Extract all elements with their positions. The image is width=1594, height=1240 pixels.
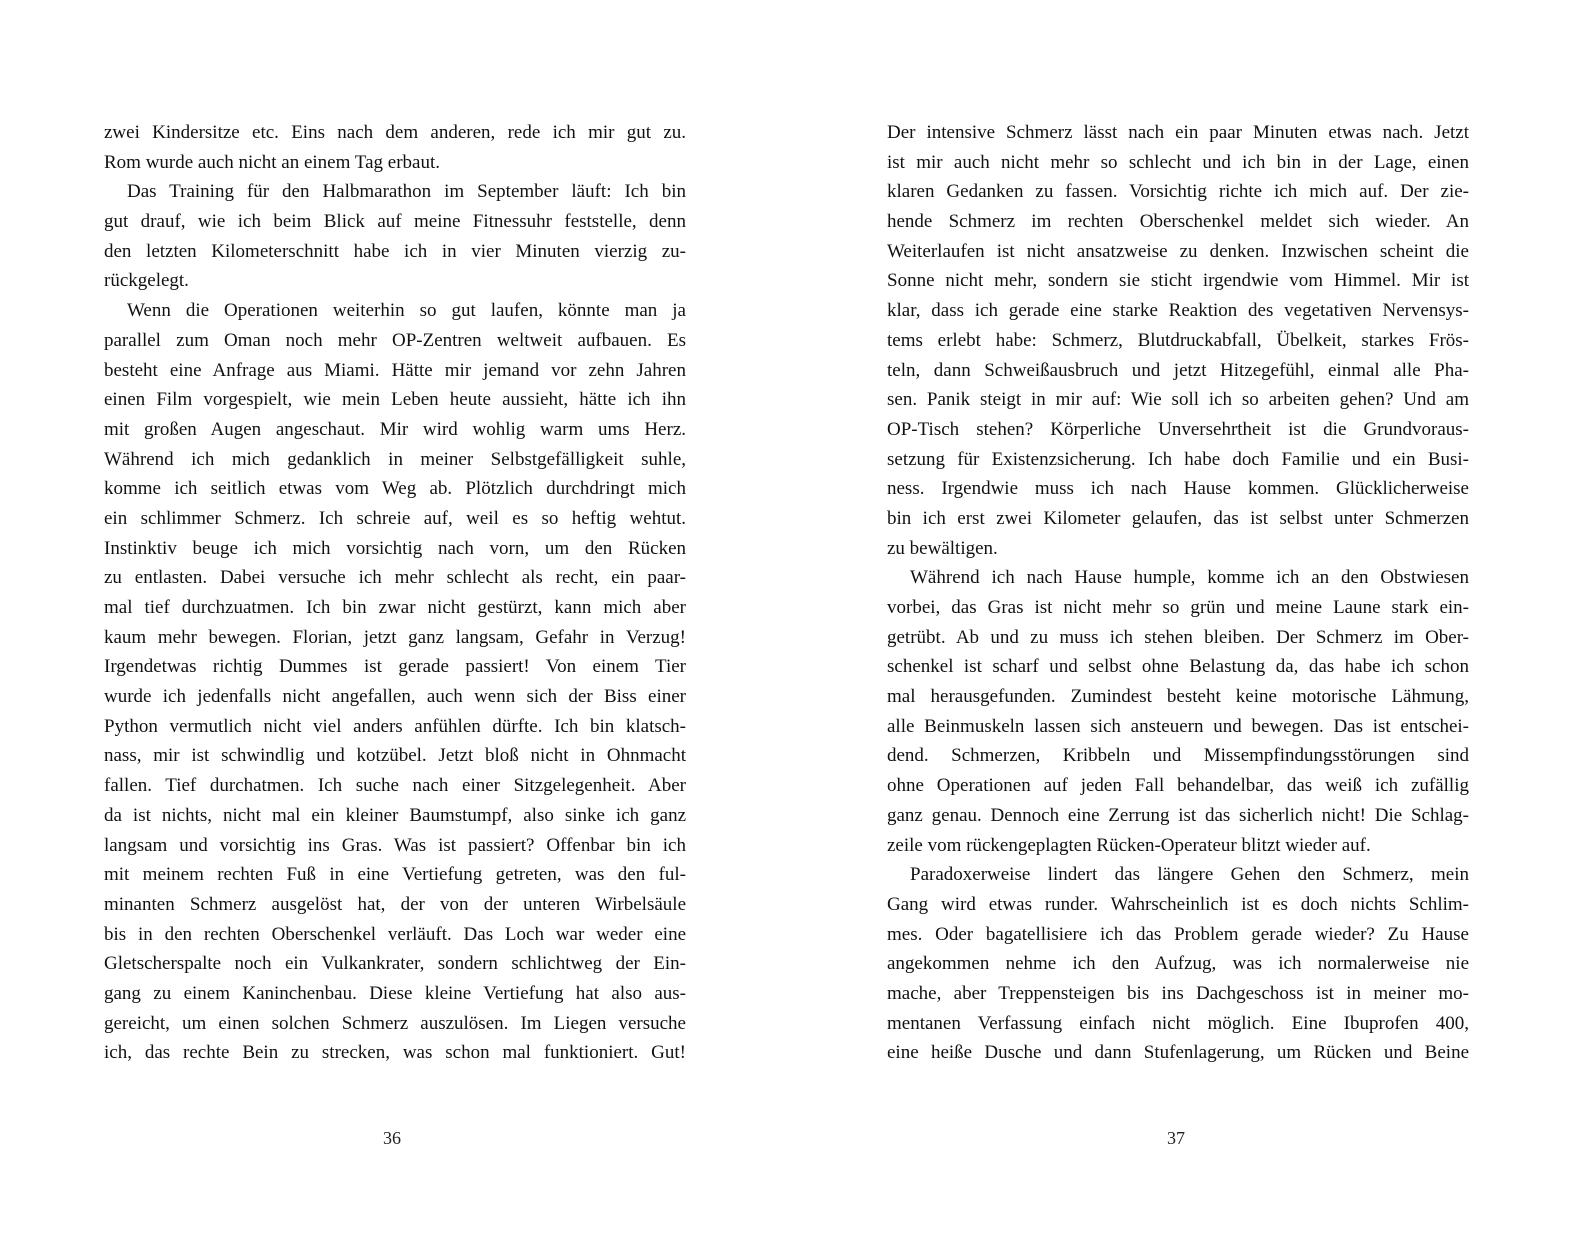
right-page xyxy=(797,0,1594,1240)
text-line: Weiterlaufen ist nicht ansatzweise zu denken. Inzwischen scheint die xyxy=(887,240,1469,262)
text-line: klaren Gedanken zu fassen. Vorsichtig richte ich mich auf. Der zie- xyxy=(887,181,1469,203)
text-line: mes. Oder bagatellisiere ich das Problem gerade wieder? Zu Hause xyxy=(887,923,1469,945)
text-line: mit meinem rechten Fuß in eine Vertiefung getreten, was den ful- xyxy=(104,864,686,886)
text-line: zwei Kindersitze etc. Eins nach dem anderen, rede ich mir gut zu. xyxy=(104,122,686,143)
text-line: mal tief durchzuatmen. Ich bin zwar nicht gestürzt, kann mich aber xyxy=(104,597,686,618)
text-line: mache, aber Treppensteigen bis ins Dachgeschoss ist in meiner mo- xyxy=(887,982,1469,1004)
text-line: nass, mir ist schwindlig und kotzübel. Jetzt bloß nicht in Ohnmacht xyxy=(104,745,686,767)
text-line: gut drauf, wie ich beim Blick auf meine Fitnessuhr feststelle, denn xyxy=(104,211,686,233)
text-line: langsam und vorsichtig ins Gras. Was ist passiert? Offenbar bin ich xyxy=(104,834,686,856)
text-line: vorbei, das Gras ist nicht mehr so grün und meine Laune stark ein- xyxy=(887,597,1469,618)
text-line: Irgendetwas richtig Dummes ist gerade passiert! Von einem Tier xyxy=(104,656,686,678)
text-line: ist mir auch nicht mehr so schlecht und ich bin in der Lage, einen xyxy=(887,151,1469,173)
text-line: getrübt. Ab und zu muss ich stehen bleiben. Der Schmerz im Ober- xyxy=(887,626,1469,648)
text-line: wurde ich jedenfalls nicht angefallen, auch wenn sich der Biss einer xyxy=(104,686,686,708)
text-line: komme ich seitlich etwas vom Weg ab. Plötzlich durchdringt mich xyxy=(104,478,686,500)
text-line: Paradoxerweise lindert das längere Gehen den Schmerz, mein xyxy=(910,864,1469,886)
text-line: Rom wurde auch nicht an einem Tag erbaut. xyxy=(104,151,440,173)
text-line: sen. Panik steigt in mir auf: Wie soll ich so arbeiten gehen? Und am xyxy=(887,389,1469,411)
text-line: eine heiße Dusche und dann Stufenlagerung, um Rücken und Beine xyxy=(887,1042,1469,1064)
text-line: ganz genau. Dennoch eine Zerrung ist das sicherlich nicht! Die Schlag- xyxy=(887,804,1469,826)
right-page-text xyxy=(887,118,1469,1068)
text-line: da ist nichts, nicht mal ein kleiner Baumstumpf, also sinke ich ganz xyxy=(104,804,686,826)
text-line: kaum mehr bewegen. Florian, jetzt ganz langsam, Gefahr in Verzug! xyxy=(104,626,686,648)
text-line: Während ich nach Hause humple, komme ich an den Obstwiesen xyxy=(910,567,1469,589)
text-line: OP-Tisch stehen? Körperliche Unversehrtheit ist die Grundvoraus- xyxy=(887,418,1469,440)
text-line: Wenn die Operationen weiterhin so gut laufen, könnte man ja xyxy=(127,300,686,322)
text-line: angekommen nehme ich den Aufzug, was ich normalerweise nie xyxy=(887,953,1469,975)
text-line: klar, dass ich gerade eine starke Reaktion des vegetativen Nervensys- xyxy=(887,300,1469,322)
text-line: teln, dann Schweißausbruch und jetzt Hitzegefühl, einmal alle Pha- xyxy=(887,359,1469,381)
text-line: schenkel ist scharf und selbst ohne Belastung da, das habe ich schon xyxy=(887,656,1469,678)
text-line: Während ich mich gedanklich in meiner Selbstgefälligkeit suhle, xyxy=(104,448,686,470)
text-line: mentanen Verfassung einfach nicht möglich. Eine Ibuprofen 400, xyxy=(887,1012,1469,1034)
text-line: ohne Operationen auf jeden Fall behandelbar, das weiß ich zufällig xyxy=(887,775,1469,797)
text-line: ich, das rechte Bein zu strecken, was schon mal funktioniert. Gut! xyxy=(104,1042,686,1064)
text-line: setzung für Existenzsicherung. Ich habe doch Familie und ein Busi- xyxy=(887,448,1469,470)
text-line: dend. Schmerzen, Kribbeln und Missempfindungsstörungen sind xyxy=(887,745,1469,767)
text-line: parallel zum Oman noch mehr OP-Zentren weltweit aufbauen. Es xyxy=(104,329,686,351)
left-page-text xyxy=(104,118,686,1068)
text-line: zu entlasten. Dabei versuche ich mehr schlecht als recht, ein paar- xyxy=(104,567,686,589)
text-line: den letzten Kilometerschnitt habe ich in vier Minuten vierzig zu- xyxy=(104,240,686,262)
text-line: alle Beinmuskeln lassen sich ansteuern und bewegen. Das ist entschei- xyxy=(887,715,1469,737)
text-line: bin ich erst zwei Kilometer gelaufen, das ist selbst unter Schmerzen xyxy=(887,507,1469,529)
text-line: Das Training für den Halbmarathon im September läuft: Ich bin xyxy=(127,181,686,203)
text-line: mal herausgefunden. Zumindest besteht keine motorische Lähmung, xyxy=(887,686,1469,708)
text-line: mit großen Augen angeschaut. Mir wird wohlig warm ums Herz. xyxy=(104,418,686,440)
text-line: ness. Irgendwie muss ich nach Hause kommen. Glücklicherweise xyxy=(887,478,1469,500)
text-line: fallen. Tief durchatmen. Ich suche nach einer Sitzgelegenheit. Aber xyxy=(104,775,686,797)
text-line: hende Schmerz im rechten Oberschenkel meldet sich wieder. An xyxy=(887,211,1469,233)
text-line: zu bewältigen. xyxy=(887,537,998,559)
text-line: gang zu einem Kaninchenbau. Diese kleine Vertiefung hat also aus- xyxy=(104,982,686,1004)
text-line: tems erlebt habe: Schmerz, Blutdruckabfall, Übelkeit, starkes Frös- xyxy=(887,329,1469,351)
text-line: Gletscherspalte noch ein Vulkankrater, sondern schlichtweg der Ein- xyxy=(104,953,686,975)
text-line: besteht eine Anfrage aus Miami. Hätte mir jemand vor zehn Jahren xyxy=(104,359,686,381)
text-line: Sonne nicht mehr, sondern sie sticht irgendwie vom Himmel. Mir ist xyxy=(887,270,1469,292)
text-line: Gang wird etwas runder. Wahrscheinlich ist es doch nichts Schlim- xyxy=(887,893,1469,915)
text-line: Python vermutlich nicht viel anders anfühlen dürfte. Ich bin klatsch- xyxy=(104,715,686,737)
text-line: minanten Schmerz ausgelöst hat, der von der unteren Wirbelsäule xyxy=(104,893,686,915)
page-number: 37 xyxy=(1167,1128,1185,1148)
text-line: rückgelegt. xyxy=(104,270,189,292)
text-line: Instinktiv beuge ich mich vorsichtig nach vorn, um den Rücken xyxy=(104,537,686,559)
text-line: gereicht, um einen solchen Schmerz auszulösen. Im Liegen versuche xyxy=(104,1012,686,1034)
text-line: bis in den rechten Oberschenkel verläuft. Das Loch war weder eine xyxy=(104,923,686,945)
text-line: ein schlimmer Schmerz. Ich schreie auf, weil es so heftig wehtut. xyxy=(104,507,686,529)
text-line: Der intensive Schmerz lässt nach ein paar Minuten etwas nach. Jetzt xyxy=(887,122,1469,143)
text-line: einen Film vorgespielt, wie mein Leben heute aussieht, hätte ich ihn xyxy=(104,389,686,411)
page-number: 36 xyxy=(383,1128,401,1148)
text-line: zeile vom rückengeplagten Rücken-Operateur blitzt wieder auf. xyxy=(887,834,1371,856)
